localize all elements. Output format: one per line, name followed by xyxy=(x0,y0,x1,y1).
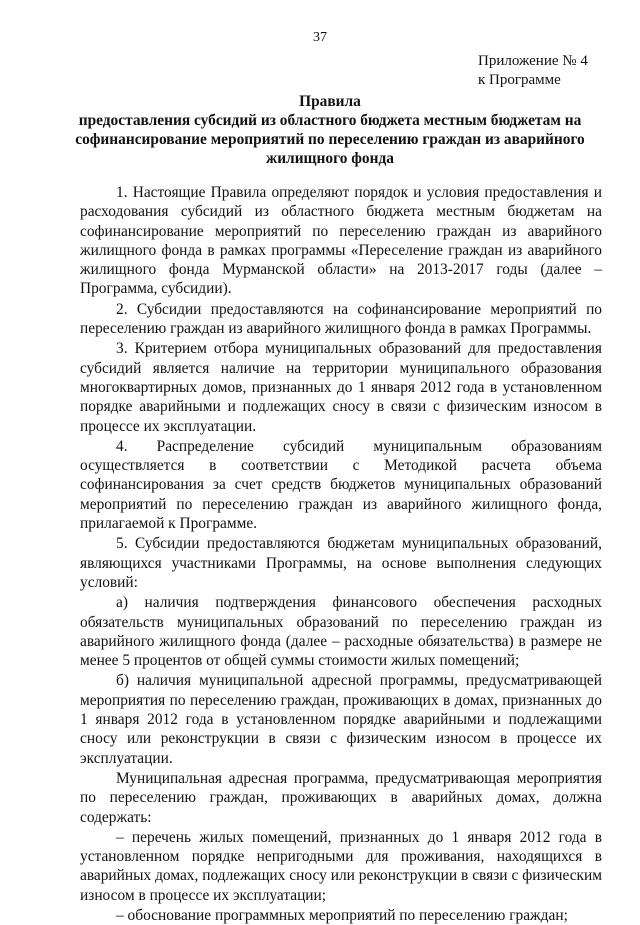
paragraph-program-requirements: Муниципальная адресная программа, предусматривающая мероприятия по переселению граждан, проживающих в аварийных домах, должна содержать: xyxy=(80,769,602,826)
list-item-justification: – обоснование программных мероприятий по переселению граждан; xyxy=(116,906,568,924)
title-line-4: жилищного фонда xyxy=(266,150,394,167)
document-title xyxy=(60,92,600,168)
title-line-2: предоставления субсидий из областного бюджета местным бюджетам на xyxy=(78,112,582,129)
appendix-reference xyxy=(478,52,618,90)
paragraph-3: 3. Критерием отбора муниципальных образований для предоставления субсидий является наличие на территории муниципального образования многоквартирных домов, признанных до 1 января 2012 года в установленном порядке аварийными и подлежащих сносу в связи с физическим износом в процессе их эксплуатации. xyxy=(80,340,602,435)
paragraph-5: 5. Субсидии предоставляются бюджетам муниципальных образований, являющихся участниками Программы, на основе выполнения следующих условий: xyxy=(80,535,602,591)
page-number: 37 xyxy=(313,30,327,45)
paragraph-5a: а) наличия подтверждения финансового обеспечения расходных обязательств муниципальных образований по переселению граждан из аварийного жилищного фонда (далее – расходные обязательства) в размере не менее 5 процентов от общей суммы стоимости жилых помещений; xyxy=(80,594,602,670)
paragraph-1: 1. Настоящие Правила определяют порядок и условия предоставления и расходования субсидий из областного бюджета местным бюджетам на софинансирование мероприятий по переселению граждан из аварийного жилищного фонда в рамках программы «Переселение граждан из аварийного жилищного фонда Мурманской области» на 2013-2017 годы (далее – Программа, субсидии). xyxy=(80,184,602,298)
list-item-housing-list: – перечень жилых помещений, признанных до 1 января 2012 года в установленном порядке непригодными для проживания, находящихся в аварийных домах, подлежащих сносу или реконструкции в связи с физическим износом в процессе их эксплуатации; xyxy=(80,828,602,904)
appendix-line-1: Приложение № 4 xyxy=(478,53,588,69)
paragraph-2: 2. Субсидии предоставляются на софинансирование мероприятий по переселению граждан из аварийного жилищного фонда в рамках Программы. xyxy=(80,300,602,338)
title-line-3: софинансирование мероприятий по переселению граждан из аварийного xyxy=(75,131,585,148)
paragraph-4: 4. Распределение субсидий муниципальным образованиям осуществляется в соответствии с Методикой расчета объема софинансирования за счет средств бюджетов муниципальных образований мероприятий по переселению граждан из аварийного жилищного фонда, прилагаемой к Программе. xyxy=(80,437,602,533)
document-body xyxy=(80,183,602,925)
title-line-1: Правила xyxy=(299,93,361,110)
appendix-line-2: к Программе xyxy=(478,72,561,88)
paragraph-5b: б) наличия муниципальной адресной программы, предусматривающей мероприятия по переселению граждан, проживающих в домах, признанных до 1 января 2012 года в установленном порядке аварийными и подлежащими сносу или реконструкции в связи с физическим износом в процессе их эксплуатации. xyxy=(80,672,602,767)
